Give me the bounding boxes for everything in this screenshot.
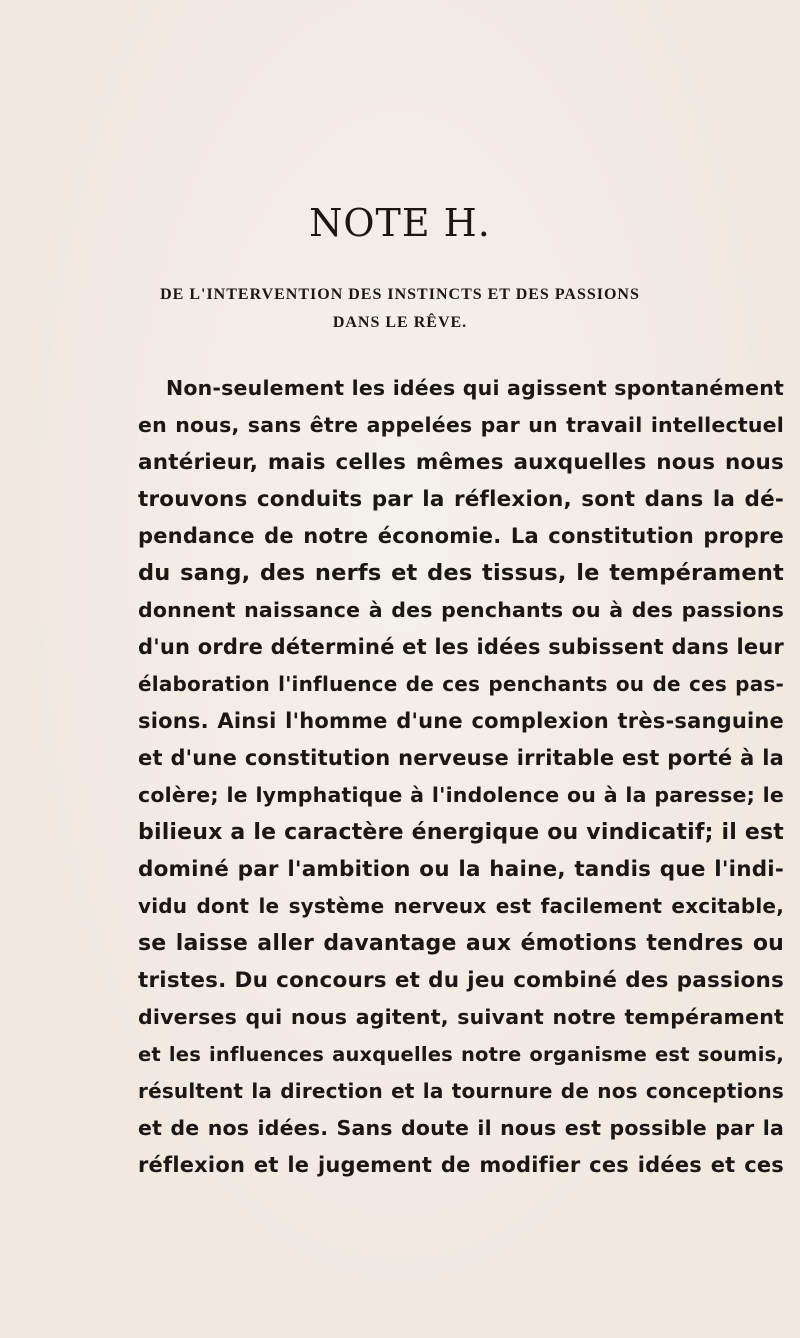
chapter-subtitle-line-2: DANS LE RÊVE. — [332, 314, 468, 331]
text-line: et de nos idées. Sans doute il nous est possible par la — [138, 1116, 784, 1140]
text-line: et d'une constitution nerveuse irritable est porté à la — [138, 746, 784, 770]
text-line: tristes. Du concours et du jeu combiné des passions — [138, 968, 784, 993]
text-line: et les influences auxquelles notre organisme est soumis, — [138, 1043, 784, 1066]
text-line: réflexion et le jugement de modifier ces idées et ces — [138, 1153, 784, 1177]
text-line: sions. Ainsi l'homme d'une complexion très-sanguine — [138, 709, 784, 733]
text-line: vidu dont le système nerveux est facilement excitable, — [138, 894, 784, 918]
text-line: en nous, sans être appelées par un travail intellectuel — [138, 413, 784, 437]
text-line: résultent la direction et la tournure de nos conceptions — [138, 1079, 784, 1103]
text-line: d'un ordre déterminé et les idées subissent dans leur — [138, 635, 784, 659]
text-line: dominé par l'ambition ou la haine, tandis que l'indi- — [138, 857, 784, 882]
text-line: élaboration l'influence de ces penchants ou de ces pas- — [138, 672, 784, 696]
text-line: se laisse aller davantage aux émotions tendres ou — [138, 931, 784, 956]
text-line: colère; le lymphatique à l'indolence ou à la paresse; le — [138, 783, 784, 807]
chapter-subtitle-line-1: DE L'INTERVENTION DES INSTINCTS ET DES PASSIONS — [160, 286, 640, 303]
text-line: bilieux a le caractère énergique ou vindicatif; il est — [138, 820, 784, 845]
text-line: pendance de notre économie. La constitution propre — [138, 524, 784, 548]
text-line: Non-seulement les idées qui agissent spontanément — [166, 376, 784, 400]
text-line: diverses qui nous agitent, suivant notre tempérament — [138, 1005, 784, 1029]
body-paragraph — [138, 370, 784, 1184]
text-line: du sang, des nerfs et des tissus, le tempérament — [138, 560, 784, 586]
note-title: NOTE H. — [309, 201, 491, 245]
text-line: trouvons conduits par la réflexion, sont dans la dé- — [138, 487, 784, 512]
text-line: antérieur, mais celles mêmes auxquelles nous nous — [138, 450, 784, 475]
text-line: donnent naissance à des penchants ou à des passions — [138, 598, 784, 622]
